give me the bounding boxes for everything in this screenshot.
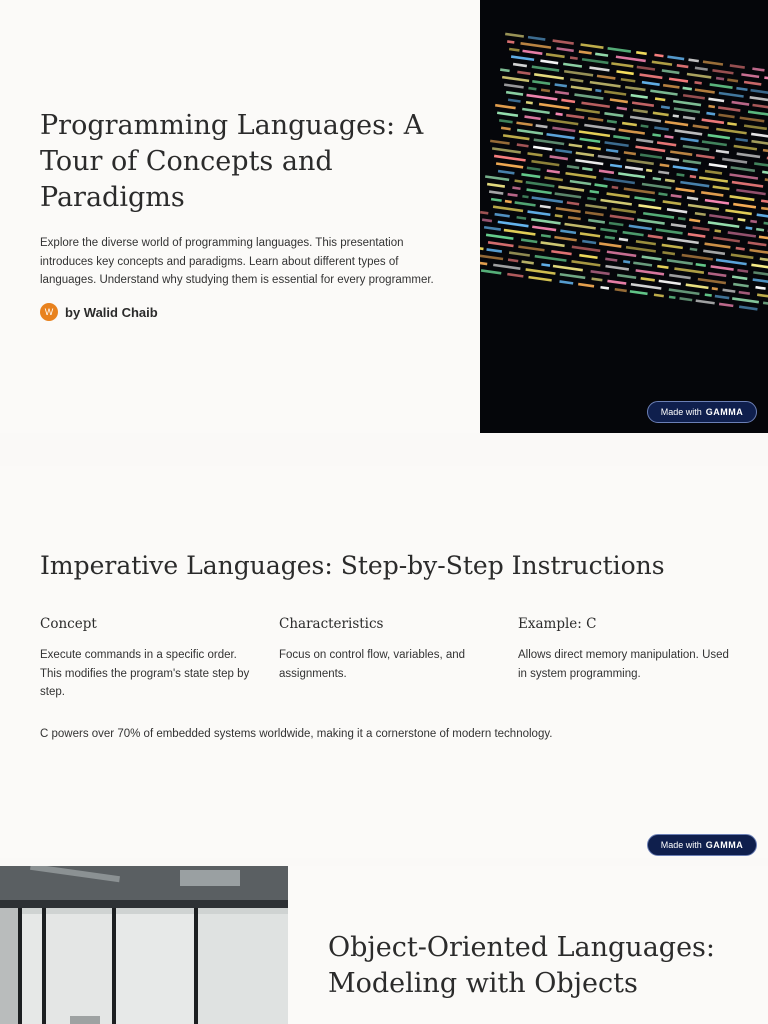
characteristics-heading: Characteristics	[279, 616, 384, 632]
slide-imperative	[0, 466, 768, 858]
presentation-title: Programming Languages: A Tour of Concepts and Paradigms	[40, 110, 424, 213]
author-name: by Walid Chaib	[65, 304, 158, 320]
office-graphic	[0, 866, 288, 1024]
made-with-gamma-badge[interactable]	[647, 834, 757, 856]
made-with-gamma-badge[interactable]	[647, 401, 757, 423]
author-line	[40, 303, 158, 321]
characteristics-column	[279, 616, 494, 683]
code-screen-image	[480, 0, 768, 433]
gamma-logo-text: GAMMA	[705, 840, 744, 850]
slide-object-oriented	[0, 866, 768, 1024]
example-column	[518, 616, 733, 683]
badge-prefix: Made with	[660, 407, 702, 417]
example-heading: Example: C	[518, 616, 597, 632]
gamma-logo-text: GAMMA	[705, 407, 744, 417]
code-lines-graphic	[480, 0, 768, 433]
concept-heading: Concept	[40, 616, 97, 632]
characteristics-body: Focus on control flow, variables, and assignments.	[279, 649, 466, 680]
example-body: Allows direct memory manipulation. Used in system programming.	[518, 649, 729, 680]
badge-prefix: Made with	[660, 840, 702, 850]
imperative-note: C powers over 70% of embedded systems worldwide, making it a cornerstone of modern technology.	[40, 728, 553, 740]
concept-body: Execute commands in a specific order. This modifies the program's state step by step.	[40, 649, 250, 698]
office-interior-image	[0, 866, 288, 1024]
imperative-title: Imperative Languages: Step-by-Step Instructions	[40, 551, 665, 580]
concept-column	[40, 616, 255, 702]
slide-title	[0, 0, 768, 433]
oop-title: Object-Oriented Languages: Modeling with Objects	[328, 932, 716, 999]
author-avatar: W	[40, 303, 58, 321]
presentation-description: Explore the diverse world of programming languages. This presentation introduces key concepts and paradigms. Learn about different types of languages. Understand why studying them is essential for every programmer.	[40, 237, 434, 286]
